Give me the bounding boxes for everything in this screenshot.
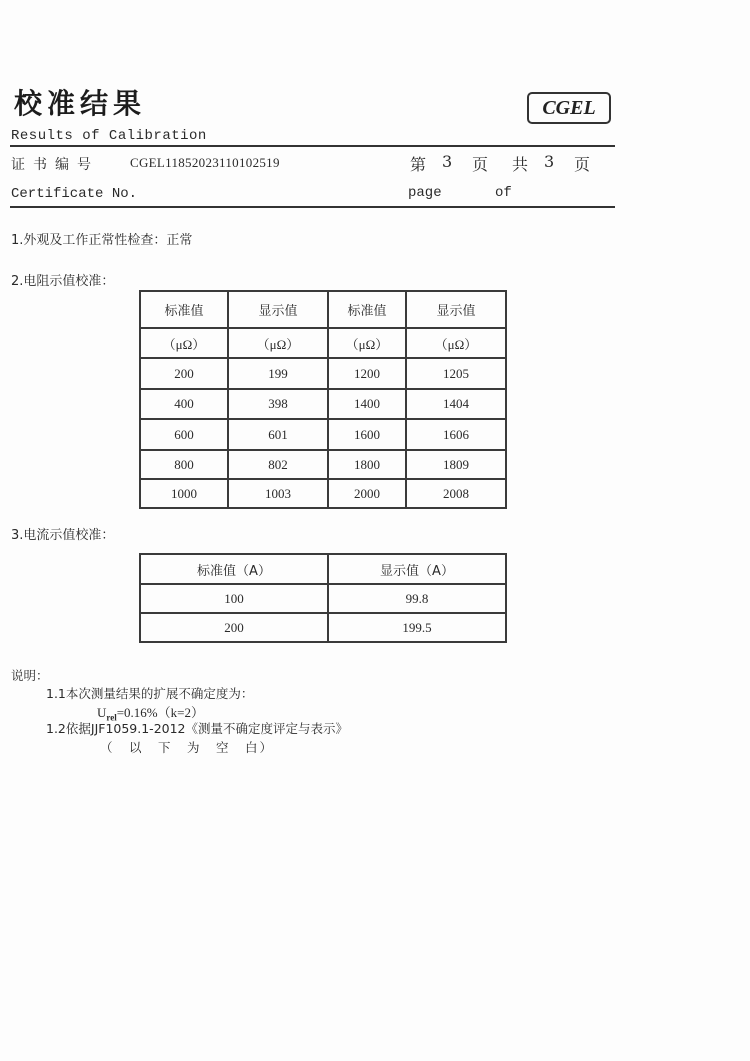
- table-row: [140, 389, 506, 419]
- cgel-logo: [527, 92, 611, 124]
- table-row: [140, 419, 506, 450]
- page-total-prefix: 共: [512, 155, 529, 174]
- table-cell: 1800: [328, 450, 406, 479]
- header-cell: 标准值: [328, 291, 406, 328]
- unit-cell: （μΩ）: [406, 328, 506, 358]
- table-row: [140, 450, 506, 479]
- logo-text: CGEL: [542, 96, 596, 119]
- table-cell: 1205: [406, 358, 506, 389]
- unit-cell: （μΩ）: [140, 328, 228, 358]
- table-header-row: [140, 554, 506, 584]
- page-total: 3: [544, 152, 555, 171]
- table-row: [140, 479, 506, 508]
- table-cell: 601: [228, 419, 328, 450]
- u-value: =0.16%（k=2）: [116, 705, 204, 720]
- section-resistance: 2.电阻示值校准：: [11, 274, 115, 289]
- blank-marker: （ 以 下 为 空 白）: [100, 740, 275, 755]
- section-appearance: 1.外观及工作正常性检查：正常: [11, 233, 193, 248]
- cert-label-en: Certificate No.: [11, 186, 138, 202]
- page-total-word: 页: [574, 155, 591, 174]
- table-cell: 1809: [406, 450, 506, 479]
- table-row: [140, 584, 506, 613]
- page-subtitle: Results of Calibration: [11, 128, 207, 144]
- table-cell: 2008: [406, 479, 506, 508]
- of-label-en: of: [495, 185, 512, 201]
- resistance-table: [139, 290, 507, 509]
- table-row: [140, 613, 506, 642]
- page-prefix: 第: [410, 155, 427, 174]
- unit-cell: （μΩ）: [228, 328, 328, 358]
- note-uncertainty: 1.1本次测量结果的扩展不确定度为：: [46, 686, 254, 701]
- table-cell: 1600: [328, 419, 406, 450]
- table-row: [140, 358, 506, 389]
- page-current: 3: [442, 152, 453, 171]
- table-cell: 400: [140, 389, 228, 419]
- table-cell: 100: [140, 584, 328, 613]
- page-word: 页: [472, 155, 489, 174]
- table-cell: 1400: [328, 389, 406, 419]
- header-cell: 显示值: [406, 291, 506, 328]
- u-symbol: U: [97, 705, 107, 720]
- table-cell: 200: [140, 613, 328, 642]
- page-label-en: page: [408, 185, 442, 201]
- section-current: 3.电流示值校准：: [11, 528, 115, 543]
- notes-heading: 说明：: [11, 668, 49, 683]
- table-cell: 600: [140, 419, 228, 450]
- cert-label-cn: 证书编号: [11, 157, 99, 173]
- table-cell: 802: [228, 450, 328, 479]
- table-cell: 398: [228, 389, 328, 419]
- table-cell: 199.5: [328, 613, 506, 642]
- table-cell: 1404: [406, 389, 506, 419]
- table-header-row: [140, 291, 506, 328]
- table-cell: 2000: [328, 479, 406, 508]
- table-cell: 99.8: [328, 584, 506, 613]
- table-unit-row: [140, 328, 506, 358]
- table-cell: 199: [228, 358, 328, 389]
- header-cell: 显示值（A）: [328, 554, 506, 584]
- current-table: [139, 553, 507, 643]
- note-basis: 1.2依据JJF1059.1-2012《测量不确定度评定与表示》: [46, 721, 349, 736]
- u-subscript: rel: [106, 712, 117, 723]
- header-cell: 显示值: [228, 291, 328, 328]
- table-cell: 1003: [228, 479, 328, 508]
- header-rule-top: [10, 145, 615, 147]
- page-title: 校准结果: [14, 87, 147, 120]
- cert-number: CGEL11852023110102519: [130, 155, 280, 170]
- unit-cell: （μΩ）: [328, 328, 406, 358]
- header-cell: 标准值（A）: [140, 554, 328, 584]
- table-cell: 1606: [406, 419, 506, 450]
- header-cell: 标准值: [140, 291, 228, 328]
- table-cell: 1000: [140, 479, 228, 508]
- header-rule-bottom: [10, 206, 615, 208]
- table-cell: 1200: [328, 358, 406, 389]
- table-cell: 200: [140, 358, 228, 389]
- table-cell: 800: [140, 450, 228, 479]
